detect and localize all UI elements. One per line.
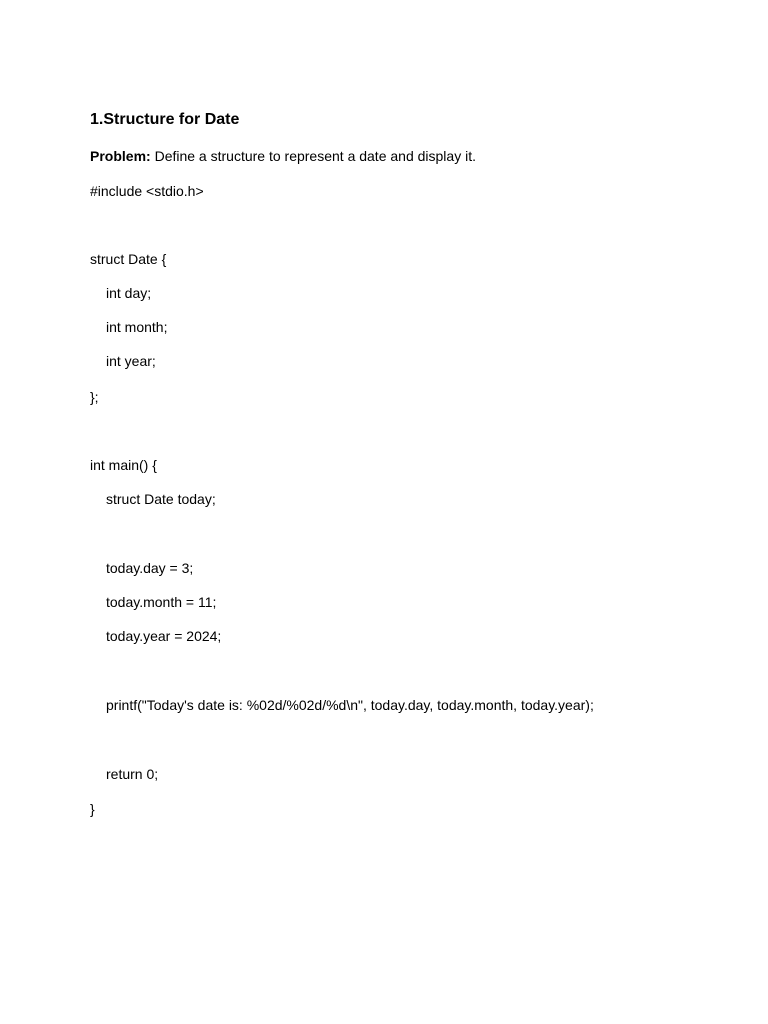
code-line-return: return 0; (106, 766, 159, 782)
code-line-year-field: int year; (106, 353, 156, 369)
code-line-struct-close: }; (90, 389, 99, 405)
code-line-main-open: int main() { (90, 457, 157, 473)
problem-label: Problem: (90, 148, 151, 164)
code-line-day-field: int day; (106, 285, 152, 301)
code-line-struct-open: struct Date { (90, 251, 167, 267)
code-line-assign-month: today.month = 11; (106, 594, 217, 610)
code-line-assign-year: today.year = 2024; (106, 628, 222, 644)
code-line-main-close: } (90, 801, 95, 817)
code-line-assign-day: today.day = 3; (106, 560, 194, 576)
section-heading: 1.Structure for Date (90, 111, 240, 128)
code-line-month-field: int month; (106, 319, 168, 335)
problem-statement (90, 148, 476, 165)
code-line-printf: printf("Today's date is: %02d/%02d/%d\n", today.day, today.month, today.year); (106, 697, 594, 713)
code-line-declare-today: struct Date today; (106, 491, 216, 507)
problem-text: Define a structure to represent a date and display it. (150, 148, 476, 164)
code-line-include: #include <stdio.h> (90, 183, 204, 199)
